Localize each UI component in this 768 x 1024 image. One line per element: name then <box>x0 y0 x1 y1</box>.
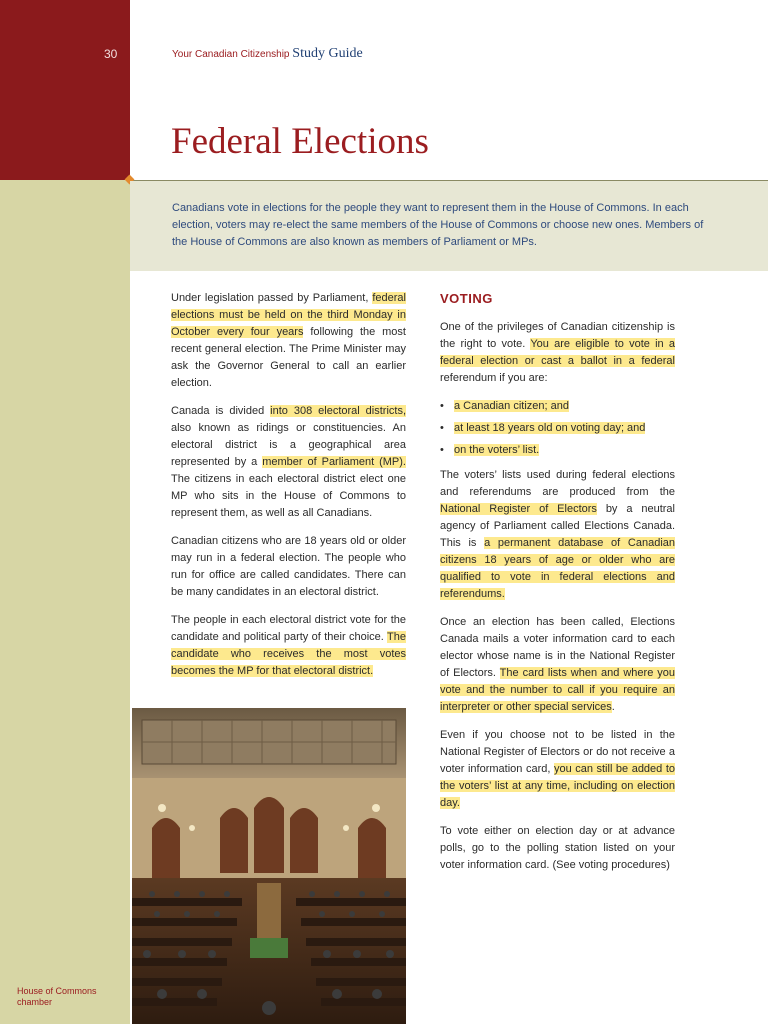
running-header <box>172 46 363 62</box>
page-number: 30 <box>104 47 118 61</box>
text-run: by a neutral agency of Parliament called Elections Canada. This is <box>440 503 675 549</box>
list-item <box>440 442 675 459</box>
left-paragraph-2 <box>171 403 406 522</box>
running-header-small: Your Canadian Citizenship <box>172 49 290 60</box>
text-run: Canada is divided <box>171 405 271 417</box>
bullet-icon: • <box>440 422 444 434</box>
highlighted-text: federal elections must be held on the third Monday in October every four years <box>171 292 406 338</box>
right-paragraph-4 <box>440 727 675 812</box>
highlighted-text: You are eligible to vote in a federal election or cast a ballot in a federal <box>440 338 675 367</box>
highlighted-text: The card lists when and where you vote and the number to call if you require an interpreter or other special services <box>440 667 675 713</box>
highlighted-text: a permanent database of Canadian citizens 18 years of age or older who are qualified to vote in federal elections and referendums. <box>440 537 675 600</box>
highlighted-text: into 308 electoral districts, <box>270 405 406 417</box>
list-item <box>440 420 675 437</box>
eligibility-list <box>440 398 675 459</box>
left-paragraph-1 <box>171 290 406 392</box>
running-header-large: Study Guide <box>292 46 363 61</box>
text-run: One of the privileges of Canadian citizenship is the right to vote. <box>440 321 675 350</box>
text-run: The citizens in each electoral district elect one MP who sits in the House of Commons to represent them, as well as all Canadians. <box>171 473 406 519</box>
sidebar-strip <box>0 180 130 1024</box>
text-run: also known as ridings or constituencies. An electoral district is a geographical area represented by a <box>171 422 406 468</box>
text-run: . <box>611 701 615 713</box>
right-paragraph-3 <box>440 614 675 716</box>
voting-heading: VOTING <box>440 291 493 306</box>
text-run: The people in each electoral district vote for the candidate and political party of their choice. <box>171 614 406 643</box>
photo-caption: House of Commons chamber <box>17 986 97 1007</box>
text-run: Once an election has been called, Elections Canada mails a voter information card to each elector whose name is in the National Register of Electors. <box>440 616 675 679</box>
left-column <box>171 290 406 691</box>
text-run: Even if you choose not to be listed in the National Register of Electors or do not receive a voter information card, <box>440 729 675 775</box>
text-run: The voters’ lists used during federal elections and referendums are produced from the <box>440 469 675 498</box>
highlighted-text: on the voters’ list. <box>454 444 540 456</box>
left-paragraph-3: Canadian citizens who are 18 years old or older may run in a federal election. The people who run for office are called candidates. There can be many candidates in an electoral district. <box>171 535 406 598</box>
chamber-illustration <box>132 708 406 1024</box>
header-red-block <box>0 0 130 180</box>
intro-band <box>130 181 768 271</box>
highlighted-text: The candidate who receives the most votes becomes the MP for that electoral district. <box>171 631 406 677</box>
right-paragraph-1 <box>440 319 675 387</box>
right-paragraph-5: To vote either on election day or at advance polls, go to the polling station listed on your voter information card. (See voting procedures) <box>440 825 675 871</box>
text-run: referendum if you are: <box>440 372 548 384</box>
bullet-icon: • <box>440 444 444 456</box>
left-paragraph-4 <box>171 612 406 680</box>
text-run: following the most recent general election. The Prime Minister may ask the Governor General to call an earlier election. <box>171 326 406 389</box>
highlighted-text: at least 18 years old on voting day; and <box>454 422 646 434</box>
highlighted-text: member of Parliament (MP). <box>262 456 406 468</box>
house-of-commons-photo <box>132 708 406 1024</box>
list-item <box>440 398 675 415</box>
highlighted-text: you can still be added to the voters’ list at any time, including on election day. <box>440 763 676 809</box>
page-title: Federal Elections <box>171 121 429 162</box>
highlighted-text: a Canadian citizen; and <box>454 400 569 412</box>
intro-paragraph: Canadians vote in elections for the people they want to represent them in the House of Commons. In each election, voters may re-elect the same members of the House of Commons or choose new ones. Members of the House of Commons are also known as members of Parliament or MPs. <box>172 202 704 248</box>
right-column <box>440 290 675 885</box>
bullet-icon: • <box>440 400 444 412</box>
right-paragraph-2 <box>440 467 675 603</box>
text-run: Under legislation passed by Parliament, <box>171 292 373 304</box>
highlighted-text: National Register of Electors <box>440 503 597 515</box>
